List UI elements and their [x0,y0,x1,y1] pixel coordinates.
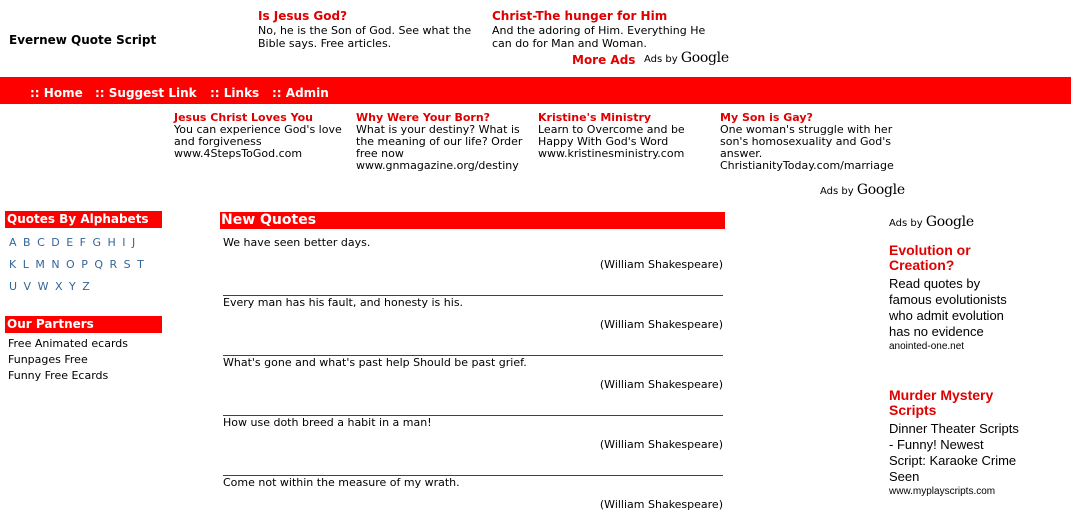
mid-ad-4-url[interactable]: ChristianityToday.com/marriage [720,159,894,172]
right-ad-1-body: Read quotes by famous evolutionists who admit evolution has no evidence [889,276,1007,339]
right-ad-1-url[interactable]: anointed-one.net [889,341,965,352]
ads-by-google-top[interactable] [644,50,729,66]
ads-by-google-right[interactable] [889,214,974,230]
alphabet-row-1[interactable]: A B C D E F G H I J [9,236,136,249]
quote-author: (William Shakespeare) [599,498,723,511]
alphabet-heading: Quotes By Alphabets [5,211,162,228]
nav-admin[interactable]: :: Admin [272,86,329,100]
quote-author: (William Shakespeare) [599,258,723,271]
right-ad-2-body: Dinner Theater Scripts - Funny! Newest Script: Karaoke Crime Seen [889,421,1019,484]
mid-ad-3-body: Learn to Overcome and be Happy With God's Word [538,123,685,148]
top-ad-1-title[interactable]: Is Jesus God? [258,9,348,23]
google-logo: Google [925,214,974,230]
ads-by-label: Ads by [889,218,923,229]
mid-ad-2-title[interactable]: Why Were Your Born? [356,111,491,124]
mid-ad-4-title[interactable]: My Son is Gay? [720,111,813,124]
right-ad-2-url[interactable]: www.myplayscripts.com [889,486,996,497]
quote-item [223,296,723,356]
ads-by-google-mid[interactable] [820,182,905,198]
partner-link[interactable]: Funpages Free [8,353,88,366]
nav-home[interactable]: :: Home [30,86,83,100]
quote-text: How use doth breed a habit in a man! [223,416,432,429]
quote-author: (William Shakespeare) [599,378,723,391]
partner-link[interactable]: Free Animated ecards [8,337,129,350]
top-ad-1-body: No, he is the Son of God. See what the Bible says. Free articles. [258,24,472,50]
nav-bar [0,77,1071,104]
mid-ad-3-title[interactable]: Kristine's Ministry [538,111,652,124]
quote-item [223,356,723,416]
mid-ad-3-url[interactable]: www.kristinesministry.com [538,147,685,160]
quote-text: What's gone and what's past help Should be past grief. [223,356,527,369]
partner-link[interactable]: Funny Free Ecards [8,369,109,382]
quote-text: We have seen better days. [223,236,371,249]
ads-by-label: Ads by [644,54,678,65]
mid-ad-4[interactable] [720,112,898,172]
right-ad-2[interactable] [889,388,1019,497]
mid-ad-2[interactable] [356,112,534,172]
right-ad-1-title[interactable]: Evolution or Creation? [889,242,971,273]
more-ads-link[interactable]: More Ads [572,53,636,67]
partners-heading: Our Partners [5,316,162,333]
nav-suggest-link[interactable]: :: Suggest Link [95,86,197,100]
alphabet-row-3[interactable]: U V W X Y Z [9,280,91,293]
mid-ad-4-body: One woman's struggle with her son's homosexuality and God's answer. [720,123,893,160]
site-title: Evernew Quote Script [9,33,157,47]
mid-ad-1-title[interactable]: Jesus Christ Loves You [174,111,313,124]
quote-item [223,476,723,529]
mid-ad-3[interactable] [538,112,716,160]
top-ad-1[interactable] [258,10,483,50]
google-logo: Google [856,182,905,198]
mid-ad-1-url[interactable]: www.4StepsToGod.com [174,147,303,160]
right-ad-1[interactable] [889,243,1019,352]
mid-ad-2-url[interactable]: www.gnmagazine.org/destiny [356,159,519,172]
quote-author: (William Shakespeare) [599,318,723,331]
google-logo: Google [680,50,729,66]
quote-author: (William Shakespeare) [599,438,723,451]
right-ad-2-title[interactable]: Murder Mystery Scripts [889,387,994,418]
mid-ad-2-body: What is your destiny? What is the meaning of our life? Order free now [356,123,523,160]
ads-by-label: Ads by [820,186,854,197]
mid-ad-1[interactable] [174,112,352,160]
top-ad-2[interactable] [492,10,717,50]
quote-text: Every man has his fault, and honesty is his. [223,296,464,309]
alphabet-row-2[interactable]: K L M N O P Q R S T [9,258,145,271]
quote-item [223,416,723,476]
nav-links[interactable]: :: Links [210,86,260,100]
mid-ad-1-body: You can experience God's love and forgiveness [174,123,342,148]
top-ad-2-body: And the adoring of Him. Everything He can do for Man and Woman. [492,24,706,50]
new-quotes-heading: New Quotes [220,212,725,229]
quote-item [223,236,723,296]
quote-text: Come not within the measure of my wrath. [223,476,460,489]
top-ad-2-title[interactable]: Christ-The hunger for Him [492,9,668,23]
